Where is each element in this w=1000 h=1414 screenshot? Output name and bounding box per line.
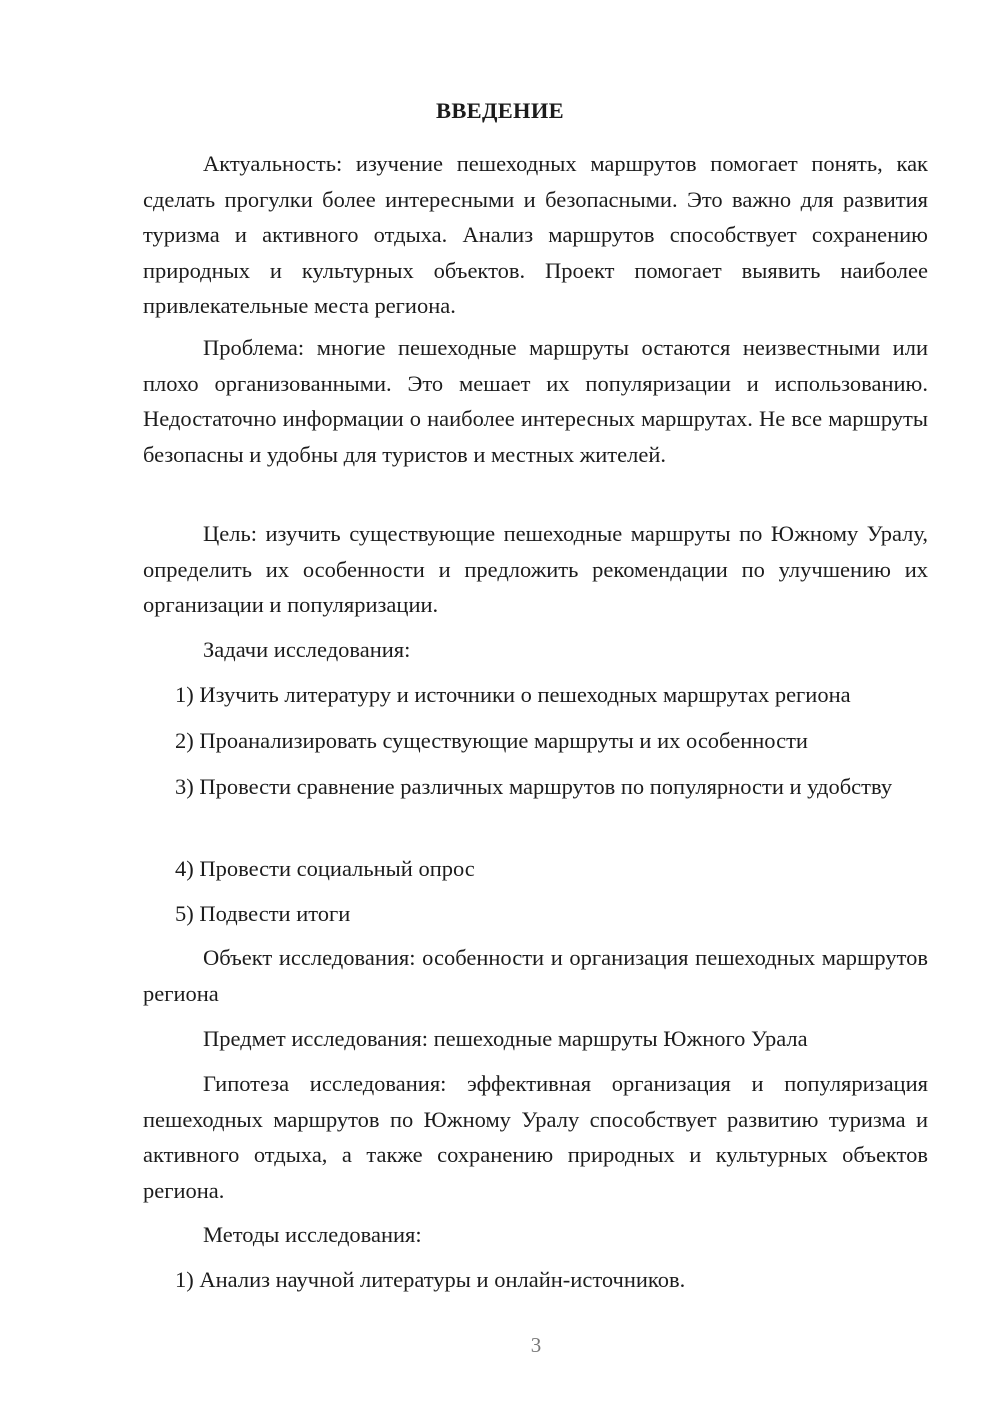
methods-heading: Методы исследования:: [203, 1222, 422, 1247]
paragraph-subject: Предмет исследования: пешеходные маршруты Южного Урала: [203, 1026, 808, 1051]
task-item-5: 5) Подвести итоги: [175, 901, 351, 926]
paragraph-object: Объект исследования: особенности и организация пешеходных маршрутов региона: [143, 945, 928, 1006]
task-item-1: 1) Изучить литературу и источники о пешеходных маршрутах региона: [175, 682, 851, 707]
paragraph-relevance: Актуальность: изучение пешеходных маршрутов помогает понять, как сделать прогулки более интересными и безопасными. Это важно для развития туризма и активного отдыха. Анализ маршрутов способствует сохранению природных и культурных объектов. Проект помогает выявить наиболее привлекательные места региона.: [143, 151, 928, 318]
task-item-3: 3) Провести сравнение различных маршрутов по популярности и удобству: [175, 774, 893, 799]
paragraph-hypothesis: Гипотеза исследования: эффективная организация и популяризация пешеходных маршрутов по Южному Уралу способствует развитию туризма и активного отдыха, а также сохранению природных и культурных объектов региона.: [143, 1071, 928, 1203]
task-item-4: 4) Провести социальный опрос: [175, 856, 475, 881]
tasks-heading: Задачи исследования:: [203, 637, 411, 662]
page-title: ВВЕДЕНИЕ: [436, 98, 564, 123]
method-item-1: 1) Анализ научной литературы и онлайн-источников.: [175, 1267, 686, 1292]
task-item-2: 2) Проанализировать существующие маршруты и их особенности: [175, 728, 808, 753]
page-number: 3: [530, 1333, 542, 1357]
paragraph-goal: Цель: изучить существующие пешеходные маршруты по Южному Уралу, определить их особенности и предложить рекомендации по улучшению их организации и популяризации.: [143, 521, 928, 617]
paragraph-problem: Проблема: многие пешеходные маршруты остаются неизвестными или плохо организованными. Это мешает их популяризации и использованию. Недостаточно информации о наиболее интересных маршрутах. Не все маршруты безопасны и удобны для туристов и местных жителей.: [143, 335, 928, 467]
